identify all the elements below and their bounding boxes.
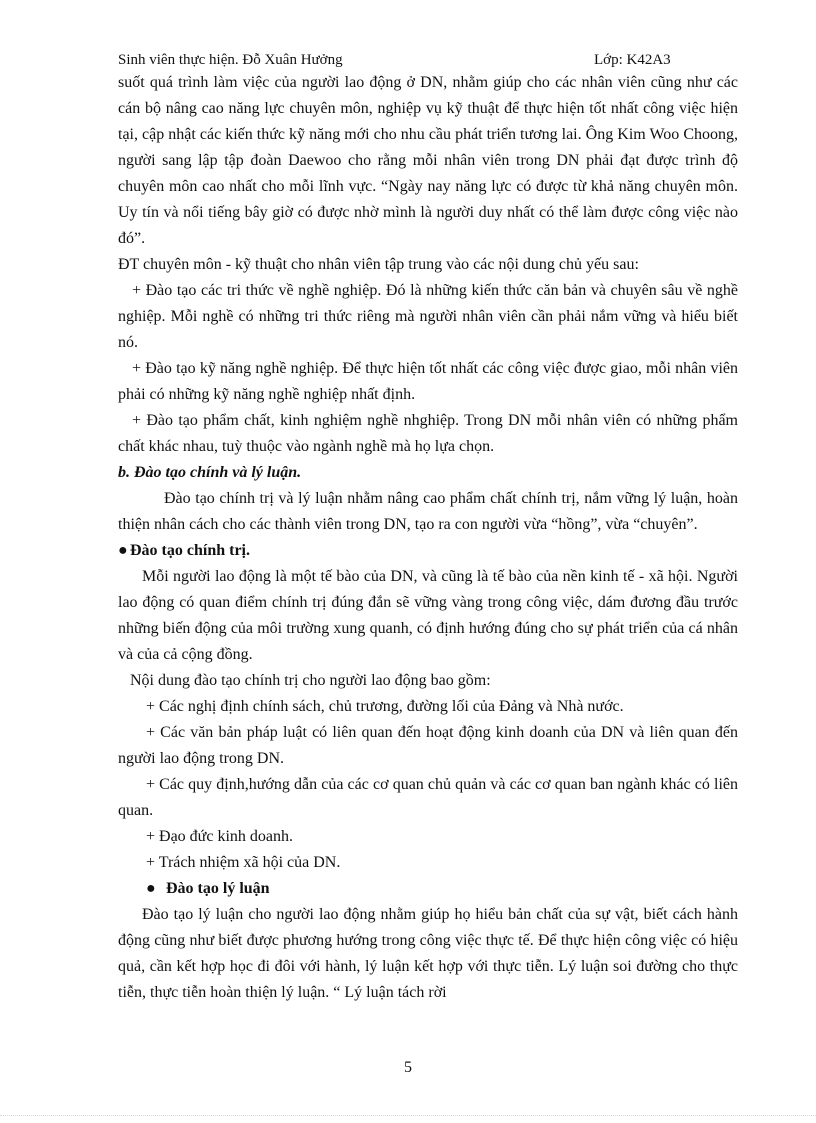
student-name: Sinh viên thực hiện. Đỗ Xuân Hưởng bbox=[118, 52, 343, 68]
page-bottom-rule bbox=[0, 1115, 816, 1116]
subsection-heading bbox=[118, 538, 738, 564]
page-header bbox=[118, 50, 738, 70]
section-heading: b. Đào tạo chính và lý luận. bbox=[118, 464, 302, 481]
list-item: + Các văn bản pháp luật có liên quan đến hoạt động kinh doanh của DN và liên quan đến người lao động trong DN. bbox=[118, 724, 738, 767]
list-item: + Các quy định,hướng dẫn của các cơ quan chủ quản và các cơ quan ban ngành khác có liên quan. bbox=[118, 776, 738, 819]
subsection-title: Đào tạo chính trị. bbox=[130, 542, 250, 559]
list-item: + Đạo đức kinh doanh. bbox=[146, 828, 293, 845]
list-item: + Trách nhiệm xã hội của DN. bbox=[146, 854, 341, 871]
class-label: Lớp: K42A3 bbox=[594, 52, 671, 68]
subsection-title: Đào tạo lý luận bbox=[166, 880, 270, 897]
paragraph: ĐT chuyên môn - kỹ thuật cho nhân viên tập trung vào các nội dung chủ yếu sau: bbox=[118, 256, 639, 273]
bullet-icon: ● bbox=[146, 880, 156, 897]
list-item: + Các nghị định chính sách, chủ trương, đường lối của Đảng và Nhà nước. bbox=[146, 698, 624, 715]
bullet-icon: ● bbox=[118, 542, 128, 559]
list-item: + Đào tạo các tri thức về nghề nghiệp. Đó là những kiến thức căn bản và chuyên sâu về nghề nghiệp. Mỗi nghề có những tri thức riêng mà người nhân viên cần phải nắm vững và hiểu biết nó. bbox=[118, 282, 738, 351]
subsection-heading bbox=[118, 876, 738, 902]
paragraph: suốt quá trình làm việc của người lao động ở DN, nhằm giúp cho các nhân viên cũng như các cán bộ nâng cao năng lực chuyên môn, nghiệp vụ kỹ thuật để thực hiện tốt nhất công việc hiện tại, cập nhật các kiến thức kỹ năng mới cho nhu cầu phát triển tương lai. Ông Kim Woo Choong, người sang lập tập đoàn Daewoo cho rằng mỗi nhân viên trong DN phải đạt được trình độ chuyên môn cao nhất cho mỗi lĩnh vực. “Ngày nay năng lực có được từ khả năng chuyên môn. Uy tín và nổi tiếng bây giờ có được nhờ mình là người duy nhất có thể làm được công việc nào đó”. bbox=[118, 74, 738, 247]
body-text bbox=[118, 70, 738, 1006]
list-item: + Đào tạo phẩm chất, kinh nghiệm nghề nhghiệp. Trong DN mỗi nhân viên có những phẩm chất khác nhau, tuỳ thuộc vào ngành nghề mà họ lựa chọn. bbox=[118, 412, 738, 455]
paragraph: Đào tạo lý luận cho người lao động nhằm giúp họ hiểu bản chất của sự vật, biết cách hành động cũng như biết được phương hướng trong công việc thực tế. Để thực hiện công việc có hiệu quả, cần kết hợp học đi đôi với hành, lý luận kết hợp với thực tiễn. Lý luận soi đường cho thực tiễn, thực tiễn hoàn thiện lý luận. “ Lý luận tách rời bbox=[118, 906, 738, 1001]
paragraph: Nội dung đào tạo chính trị cho người lao động bao gồm: bbox=[130, 672, 491, 689]
list-item: + Đào tạo kỹ năng nghề nghiệp. Để thực hiện tốt nhất các công việc được giao, mỗi nhân viên phải có những kỹ năng nghề nghiệp nhất định. bbox=[118, 360, 738, 403]
paragraph: Đào tạo chính trị và lý luận nhằm nâng cao phẩm chất chính trị, nắm vững lý luận, hoàn thiện nhân cách cho các thành viên trong DN, tạo ra con người vừa “hồng”, vừa “chuyên”. bbox=[118, 490, 738, 533]
paragraph: Mỗi người lao động là một tế bào của DN, và cũng là tế bào của nền kinh tế - xã hội. Người lao động có quan điểm chính trị đúng đắn sẽ vững vàng trong công việc, dám đương đầu trước những biến động của môi trường xung quanh, có định hướng đúng cho sự phát triển của cá nhân và của cả cộng đồng. bbox=[118, 568, 738, 663]
page-number: 5 bbox=[404, 1059, 412, 1076]
